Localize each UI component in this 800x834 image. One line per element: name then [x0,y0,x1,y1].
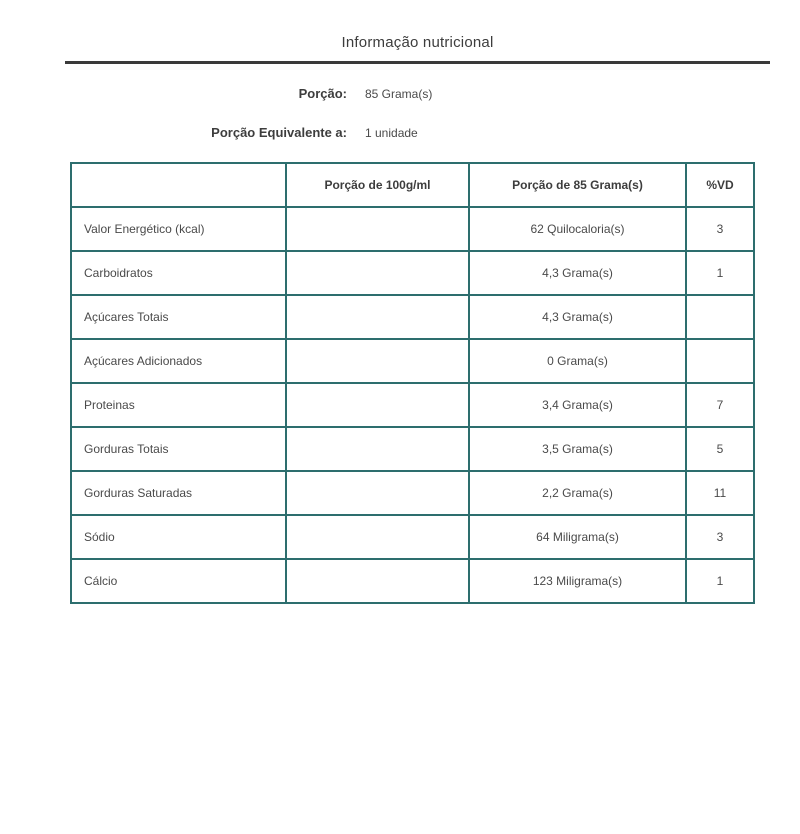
table-row [71,251,754,295]
row-per-100-cell [286,295,469,339]
row-per-100-cell [286,383,469,427]
table-row [71,559,754,603]
nutrition-info-page [0,34,800,834]
row-name-cell: Valor Energético (kcal) [71,207,286,251]
table-row [71,427,754,471]
table-row [71,383,754,427]
row-name-cell: Açúcares Adicionados [71,339,286,383]
row-per-100-cell [286,207,469,251]
row-per-100-cell [286,427,469,471]
row-vd-cell: 1 [686,251,754,295]
table-row [71,339,754,383]
row-name-cell: Gorduras Saturadas [71,471,286,515]
row-vd-cell: 7 [686,383,754,427]
row-per-serving-cell: 4,3 Grama(s) [469,251,686,295]
row-per-serving-cell: 4,3 Grama(s) [469,295,686,339]
header-per-100: Porção de 100g/ml [286,163,469,207]
row-name-cell: Sódio [71,515,286,559]
header-per-serving: Porção de 85 Grama(s) [469,163,686,207]
row-per-serving-cell: 62 Quilocaloria(s) [469,207,686,251]
portion-row [65,86,770,101]
page-title: Informação nutricional [341,34,494,51]
row-name-cell: Gorduras Totais [71,427,286,471]
nutrition-table [70,162,755,604]
portion-value: 85 Grama(s) [365,87,433,101]
row-per-100-cell [286,339,469,383]
row-per-serving-cell: 64 Miligrama(s) [469,515,686,559]
header-vd: %VD [686,163,754,207]
row-name-cell: Cálcio [71,559,286,603]
table-row [71,295,754,339]
table-header-row [71,163,754,207]
portion-equivalent-label: Porção Equivalente a: [211,125,347,140]
row-per-serving-cell: 3,4 Grama(s) [469,383,686,427]
title-divider [65,61,770,64]
row-per-100-cell [286,559,469,603]
row-vd-cell: 3 [686,207,754,251]
row-vd-cell: 5 [686,427,754,471]
header-nutrient [71,163,286,207]
row-per-serving-cell: 3,5 Grama(s) [469,427,686,471]
row-name-cell: Proteinas [71,383,286,427]
table-row [71,207,754,251]
portion-equivalent-value: 1 unidade [365,126,418,140]
table-row [71,471,754,515]
row-per-serving-cell: 123 Miligrama(s) [469,559,686,603]
row-vd-cell: 3 [686,515,754,559]
row-per-100-cell [286,471,469,515]
row-vd-cell [686,295,754,339]
table-row [71,515,754,559]
row-vd-cell: 11 [686,471,754,515]
row-per-100-cell [286,515,469,559]
row-name-cell: Carboidratos [71,251,286,295]
row-per-serving-cell: 2,2 Grama(s) [469,471,686,515]
portion-label: Porção: [298,86,347,101]
row-name-cell: Açúcares Totais [71,295,286,339]
row-per-100-cell [286,251,469,295]
row-vd-cell [686,339,754,383]
portion-equivalent-row [65,125,770,140]
row-per-serving-cell: 0 Grama(s) [469,339,686,383]
row-vd-cell: 1 [686,559,754,603]
